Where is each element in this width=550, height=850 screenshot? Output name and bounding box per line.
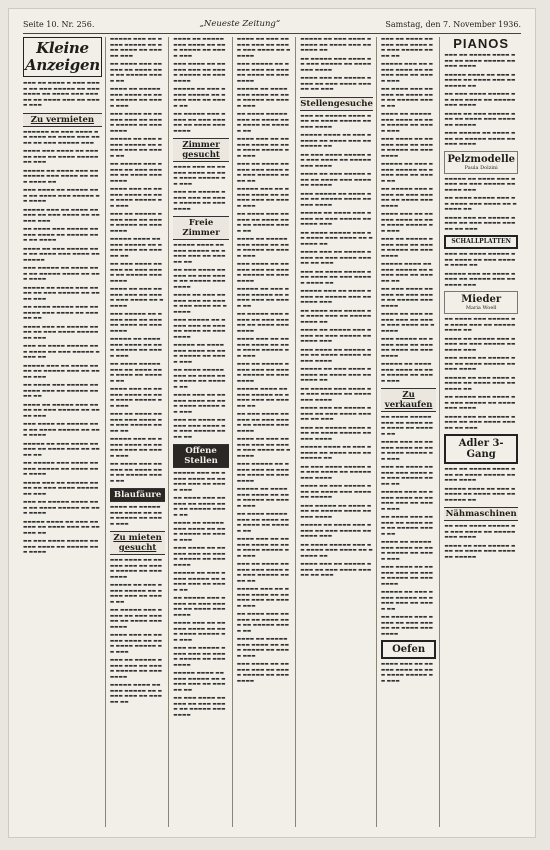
ad-text-block: ▬▬▬▬ ▬▬ ▬▬▬▬▬ ▬▬▬ ▬▬▬▬ ▬▬ ▬▬▬ ▬▬▬▬▬ ▬▬ ▬▬▬▬ ▬▬▬ <box>109 505 162 527</box>
ad-text-block: ▬▬ ▬▬▬▬ ▬▬▬▬▬ ▬▬▬ ▬▬ ▬▬▬▬ ▬▬▬ ▬▬▬▬ ▬▬ ▬▬▬▬▬ ▬▬ ▬▬▬▬ ▬▬▬ ▬▬ ▬▬▬▬▬ ▬▬▬▬ ▬▬ ▬▬▬ ▬▬▬▬ ▬▬▬▬▬ ▬▬ ▬▬▬ ▬▬▬ ▬▬ ▬▬▬▬ ▬▬▬▬▬ ▬▬▬ ▬▬▬▬ ▬▬ ▬▬▬ ▬▬▬▬▬ ▬▬▬▬ ▬▬ ▬▬▬▬▬ ▬▬▬ ▬▬ ▬▬▬▬ ▬▬▬▬ ▬▬ ▬▬▬▬▬ ▬▬▬ ▬▬ ▬▬▬▬ ▬▬▬ ▬▬ ▬▬▬▬ ▬▬▬ ▬▬▬▬▬ ▬▬ ▬▬▬▬ ▬▬▬ ▬▬ ▬▬▬▬▬ ▬▬▬▬ ▬▬ ▬▬▬▬ ▬▬ ▬▬▬▬▬ ▬▬▬ ▬▬▬▬ ▬▬ ▬▬▬ ▬▬▬▬▬ ▬▬ ▬▬▬▬ ▬▬▬ ▬▬▬ ▬▬▬▬ ▬▬ ▬▬▬▬▬ ▬▬▬ ▬▬ ▬▬▬▬ ▬▬▬▬▬ ▬▬ ▬▬▬ ▬▬▬▬ ▬▬▬▬▬ ▬▬ ▬▬▬ ▬▬▬▬ ▬▬▬▬▬ ▬▬ ▬▬▬▬ ▬▬▬ ▬▬ ▬▬▬▬ ▬▬ ▬▬ ▬▬▬▬▬ ▬▬▬ ▬▬▬▬ ▬▬ ▬▬▬ ▬▬▬▬▬ ▬▬ ▬▬▬▬ ▬▬▬ ▬▬▬▬ <box>380 415 433 637</box>
section-heading: Offene Stellen <box>173 444 228 468</box>
ad-text-block: ▬▬ ▬▬▬ ▬▬▬▬ ▬▬▬▬▬ ▬▬ ▬▬▬ ▬▬▬▬ ▬▬ ▬▬▬▬▬ ▬▬▬ ▬▬▬▬ ▬▬▬▬ ▬▬ ▬▬▬ ▬▬▬▬▬ ▬▬▬ ▬▬ ▬▬▬▬ ▬▬▬ ▬▬▬▬ ▬▬ ▬▬▬▬▬ <box>444 524 516 560</box>
ad-mieder-name: Maria Woell <box>465 305 497 311</box>
column-4 <box>237 37 296 827</box>
newspaper-name: „Neueste Zeitung“ <box>199 19 281 29</box>
ad-pianos-title: PIANOS <box>453 36 510 51</box>
section-heading: Zimmer gesucht <box>173 138 228 162</box>
ad-text-block: ▬▬▬ ▬▬ ▬▬▬▬ ▬▬▬▬▬ ▬▬▬ ▬▬▬▬ ▬▬ ▬▬▬ ▬▬▬▬▬ ▬▬▬▬ ▬▬ ▬▬▬▬▬ ▬▬▬ ▬▬ ▬▬▬▬ ▬▬▬▬ ▬▬ ▬▬▬▬▬ ▬▬▬ ▬▬ ▬▬▬▬ ▬▬▬ ▬▬ ▬▬▬▬ ▬▬▬ ▬▬▬▬▬ ▬▬ ▬▬▬▬ ▬▬▬ ▬▬ ▬▬▬▬▬ ▬▬▬▬ ▬▬ ▬▬▬▬ ▬▬ ▬▬▬▬▬ ▬▬▬ ▬▬▬▬ ▬▬ ▬▬▬ ▬▬▬▬▬ ▬▬ ▬▬▬▬ ▬▬▬ ▬▬▬ ▬▬▬▬ ▬▬ ▬▬▬▬▬ ▬▬▬ ▬▬ ▬▬▬▬ ▬▬▬▬▬ ▬▬ ▬▬▬ ▬▬▬▬ ▬▬▬▬▬ ▬▬ ▬▬▬ ▬▬▬▬ ▬▬▬▬▬ ▬▬ ▬▬▬▬ ▬▬▬ ▬▬ ▬▬▬▬ ▬▬ ▬▬ ▬▬▬▬▬ ▬▬▬ ▬▬▬▬ ▬▬ ▬▬▬ ▬▬▬▬▬ ▬▬ ▬▬▬▬ ▬▬▬ ▬▬▬▬ ▬▬▬▬ ▬▬▬ ▬▬ ▬▬▬▬▬ ▬▬▬▬ ▬▬ ▬▬▬ ▬▬▬▬ ▬▬▬▬▬ ▬▬ ▬▬▬ ▬▬▬ ▬▬ ▬▬▬▬▬ ▬▬▬▬ ▬▬▬ ▬▬ ▬▬▬▬ ▬▬▬▬▬ ▬▬ ▬▬▬ ▬▬▬▬ ▬▬▬▬▬ ▬▬▬▬ ▬▬ ▬▬▬ ▬▬▬▬▬ ▬▬ ▬▬▬▬ ▬▬▬ ▬▬ ▬▬▬▬▬ ▬▬ ▬▬ ▬▬▬ ▬▬▬▬ ▬▬▬▬▬ ▬▬ ▬▬▬ ▬▬▬▬ ▬▬ ▬▬▬▬▬ ▬▬▬ ▬▬▬▬ ▬▬▬▬ ▬▬ ▬▬▬ ▬▬▬▬▬ ▬▬▬ ▬▬ ▬▬▬▬ ▬▬▬ ▬▬▬▬ ▬▬ ▬▬▬▬▬ ▬▬▬ ▬▬▬▬▬ ▬▬ ▬▬▬▬ ▬▬▬ ▬▬ ▬▬▬▬▬ ▬▬▬▬ ▬▬ ▬▬▬ ▬▬▬▬ ▬▬▬▬▬ ▬▬ ▬▬▬▬ ▬▬▬ ▬▬▬▬ ▬▬ ▬▬▬ ▬▬▬▬▬ ▬▬ ▬▬▬▬ ▬▬▬ <box>380 37 435 384</box>
ad-text-block: ▬▬ ▬▬▬▬ ▬▬▬ ▬▬▬▬▬ ▬▬ ▬▬▬▬ ▬▬▬ ▬▬ ▬▬▬▬▬ ▬▬▬▬ ▬▬ ▬▬▬▬ ▬▬ ▬▬▬▬▬ ▬▬▬ ▬▬▬▬ ▬▬ ▬▬▬ ▬▬▬▬▬ ▬▬ ▬▬▬▬ ▬▬▬ ▬▬▬ ▬▬▬▬ ▬▬ ▬▬▬▬▬ ▬▬▬ ▬▬ ▬▬▬▬ ▬▬▬▬▬ ▬▬ ▬▬▬ ▬▬▬▬ ▬▬▬▬▬ ▬▬ ▬▬▬ ▬▬▬▬ ▬▬▬▬▬ ▬▬ ▬▬▬▬ ▬▬▬ ▬▬ ▬▬▬▬ ▬▬ ▬▬ ▬▬▬▬▬ ▬▬▬ ▬▬▬▬ ▬▬ ▬▬▬ ▬▬▬▬▬ ▬▬ ▬▬▬▬ ▬▬▬ ▬▬▬▬ ▬▬▬▬ ▬▬▬ ▬▬ ▬▬▬▬▬ ▬▬▬▬ ▬▬ ▬▬▬ ▬▬▬▬ ▬▬▬▬▬ ▬▬ ▬▬▬ <box>444 317 516 431</box>
ad-oefen-title: Oefen <box>392 644 426 655</box>
ad-text-block: ▬▬▬ ▬▬ ▬▬▬▬▬ ▬▬▬▬ ▬▬▬ ▬▬ ▬▬▬▬ ▬▬▬▬▬ ▬▬ ▬▬▬ ▬▬▬▬ ▬▬▬▬▬ ▬▬▬▬ ▬▬ ▬▬▬ ▬▬▬▬▬ ▬▬ ▬▬▬▬ ▬▬▬ ▬▬ ▬▬▬▬▬ ▬▬ ▬▬ ▬▬▬ ▬▬▬▬ ▬▬▬▬▬ ▬▬ ▬▬▬ ▬▬▬▬ ▬▬ ▬▬▬▬▬ ▬▬▬ ▬▬▬▬ ▬▬▬▬ ▬▬ ▬▬▬ ▬▬▬▬▬ ▬▬▬ ▬▬ ▬▬▬▬ ▬▬▬ ▬▬▬▬ ▬▬ ▬▬▬▬▬ ▬▬▬ ▬▬▬▬▬ ▬▬ ▬▬▬▬ ▬▬▬ ▬▬ ▬▬▬▬▬ ▬▬▬▬ ▬▬ ▬▬▬ ▬▬▬▬ ▬▬▬▬▬ ▬▬ ▬▬▬▬ ▬▬▬ ▬▬▬▬ ▬▬ ▬▬▬ ▬▬▬▬▬ ▬▬ ▬▬▬▬ ▬▬▬ ▬▬ ▬▬▬▬ ▬▬▬▬▬ ▬▬▬ ▬▬ ▬▬▬▬ ▬▬▬ ▬▬▬▬ ▬▬ ▬▬▬▬▬ ▬▬ ▬▬▬▬ ▬▬▬ ▬▬ ▬▬▬▬▬ ▬▬▬▬ ▬▬ ▬▬▬ ▬▬▬▬ ▬▬▬▬▬ ▬▬ ▬▬▬ ▬▬▬ ▬▬ ▬▬▬▬ ▬▬▬▬▬ ▬▬▬ ▬▬▬▬ ▬▬ ▬▬▬ ▬▬▬▬▬ ▬▬▬▬ ▬▬ ▬▬▬▬▬ ▬▬▬ ▬▬ ▬▬▬▬ ▬▬▬▬ ▬▬ ▬▬▬▬▬ ▬▬▬ ▬▬ ▬▬▬▬ ▬▬▬ ▬▬ ▬▬▬▬ ▬▬▬ ▬▬▬▬▬ ▬▬ ▬▬▬▬ ▬▬▬ ▬▬ ▬▬▬▬▬ ▬▬▬▬ ▬▬ ▬▬▬▬ ▬▬ ▬▬▬▬▬ ▬▬▬ ▬▬▬▬ ▬▬ ▬▬▬ ▬▬▬▬▬ ▬▬ ▬▬▬▬ ▬▬▬ ▬▬▬ ▬▬▬▬ ▬▬ ▬▬▬▬▬ ▬▬▬ ▬▬ ▬▬▬▬ ▬▬▬▬▬ ▬▬ ▬▬▬ ▬▬▬▬ ▬▬▬▬▬ ▬▬ ▬▬▬ ▬▬▬▬ ▬▬▬▬▬ ▬▬ ▬▬▬▬ ▬▬▬ ▬▬ ▬▬▬▬ ▬▬ ▬▬ ▬▬▬▬▬ ▬▬▬ ▬▬▬▬ ▬▬ ▬▬▬ ▬▬▬▬▬ ▬▬ ▬▬▬▬ ▬▬▬ ▬▬▬▬ ▬▬▬▬ ▬▬▬ ▬▬ ▬▬▬▬▬ ▬▬▬▬ ▬▬ ▬▬▬ ▬▬▬▬ ▬▬▬▬▬ ▬▬ ▬▬▬ ▬▬▬ ▬▬ ▬▬▬▬▬ ▬▬▬▬ ▬▬▬ ▬▬ ▬▬▬▬ ▬▬▬▬▬ ▬▬ ▬▬▬ ▬▬▬▬ ▬▬▬▬▬ ▬▬▬▬ ▬▬ ▬▬▬ ▬▬▬▬▬ ▬▬ ▬▬▬▬ ▬▬▬ ▬▬ ▬▬▬▬▬ ▬▬ ▬▬ ▬▬▬ ▬▬▬▬ ▬▬▬▬▬ ▬▬ ▬▬▬ ▬▬▬▬ ▬▬ ▬▬▬▬▬ ▬▬▬ ▬▬▬▬ ▬▬▬▬ ▬▬ ▬▬▬ ▬▬▬▬▬ ▬▬▬ ▬▬ ▬▬▬▬ ▬▬▬ ▬▬▬▬ ▬▬ ▬▬▬▬▬ ▬▬▬ ▬▬▬▬▬ ▬▬ ▬▬▬▬ ▬▬▬ ▬▬ ▬▬▬▬▬ ▬▬▬▬ ▬▬ ▬▬▬ ▬▬▬▬ ▬▬▬▬▬ ▬▬ ▬▬▬▬ ▬▬▬ ▬▬▬▬ ▬▬ ▬▬▬ ▬▬▬▬▬ ▬▬ ▬▬▬▬ ▬▬▬ ▬▬ ▬▬▬▬ ▬▬▬▬▬ ▬▬▬ ▬▬ ▬▬▬▬ ▬▬▬ ▬▬▬▬ ▬▬ ▬▬▬▬▬ ▬▬ ▬▬▬▬ ▬▬▬ ▬▬ ▬▬▬▬▬ ▬▬▬▬ ▬▬ ▬▬▬ ▬▬▬▬ ▬▬▬▬▬ ▬▬ ▬▬▬ <box>300 113 373 578</box>
section-heading: Zu verkaufen <box>381 388 436 412</box>
ad-text-block: ▬▬▬ ▬▬ ▬▬▬▬ ▬ ▬▬▬ ▬▬▬▬ ▬▬ ▬▬▬ ▬▬▬▬▬ ▬▬ ▬▬▬ ▬▬▬▬ ▬▬ ▬▬▬▬ ▬▬▬ ▬▬▬▬▬ ▬▬ ▬▬▬▬ ▬▬▬ ▬▬ ▬▬▬▬ ▬▬▬ <box>23 81 100 108</box>
section-heading: Zu mieten gesucht <box>110 531 165 555</box>
page-number: Seite 10. Nr. 256. <box>23 19 95 29</box>
column-5 <box>300 37 377 827</box>
ad-adler-title: Adler 3-Gang <box>458 438 504 460</box>
ad-text-block: ▬▬▬▬▬▬ ▬▬ ▬▬▬ ▬▬▬▬ ▬▬ ▬▬▬▬ ▬▬ ▬▬▬▬ ▬▬▬ ▬▬▬▬ ▬▬ ▬▬▬ ▬▬▬▬▬ ▬▬▬ ▬▬▬▬ ▬▬▬ ▬▬▬▬ ▬▬ ▬▬▬▬▬ ▬▬▬ ▬▬ ▬▬▬▬ ▬▬▬▬▬ ▬▬ ▬▬▬ ▬▬▬▬▬ ▬▬ ▬▬▬▬ ▬▬▬ ▬▬ ▬▬▬▬▬ ▬▬▬ ▬▬▬▬ ▬▬ ▬▬▬ ▬▬▬▬ ▬▬ ▬▬▬ ▬▬▬▬ ▬▬ ▬▬▬▬▬ ▬▬▬ ▬▬ ▬▬▬▬ ▬▬▬ ▬▬▬▬▬ ▬▬ ▬▬▬▬ ▬▬▬▬▬ ▬▬▬ ▬▬ ▬▬▬▬ ▬▬▬▬▬ ▬▬ ▬▬▬ ▬▬▬▬ ▬▬ ▬▬▬▬▬ ▬▬▬ ▬▬ ▬▬▬▬ ▬▬▬ ▬▬▬▬▬ ▬▬ ▬▬▬ ▬▬▬▬ ▬▬ ▬▬▬▬▬ ▬▬▬ ▬▬ ▬▬▬▬ ▬▬▬▬ ▬▬ ▬▬▬ ▬▬▬▬▬ ▬▬▬ ▬▬ ▬▬▬▬ ▬▬▬ ▬▬▬▬ ▬▬ ▬▬▬▬▬ ▬▬▬ ▬▬▬▬▬ ▬▬ ▬▬▬▬ ▬▬▬ ▬▬ ▬▬▬▬▬ ▬▬▬▬ ▬▬ ▬▬▬ ▬▬▬▬ ▬▬▬▬▬ ▬▬ ▬▬▬▬ ▬▬▬ ▬▬▬▬ ▬▬ ▬▬▬ ▬▬▬▬▬ ▬▬ ▬▬▬▬ ▬▬▬ ▬▬ ▬▬▬▬ ▬▬▬▬▬ ▬▬▬ ▬▬ ▬▬▬▬ ▬▬▬ ▬▬▬▬ ▬▬ ▬▬▬▬▬ ▬▬ ▬▬▬▬ ▬▬▬ ▬▬ ▬▬▬▬▬ ▬▬▬▬ ▬▬ ▬▬▬ ▬▬▬▬ ▬▬▬▬▬ ▬▬ ▬▬▬ ▬▬▬ ▬▬ ▬▬▬▬ ▬▬▬▬▬ ▬▬▬ ▬▬▬▬ ▬▬ ▬▬▬ ▬▬▬▬▬ ▬▬▬▬ ▬▬ ▬▬▬▬▬ ▬▬▬ ▬▬ ▬▬▬▬ ▬▬▬▬ ▬▬ ▬▬▬▬▬ ▬▬▬ ▬▬ ▬▬▬▬ ▬▬▬ ▬▬ ▬▬▬▬ ▬▬▬ ▬▬▬▬▬ ▬▬ ▬▬▬▬ ▬▬▬ ▬▬ ▬▬▬▬▬ ▬▬▬▬ ▬▬ ▬▬▬▬ ▬▬ ▬▬▬▬▬ ▬▬▬ ▬▬▬▬ ▬▬ ▬▬▬ ▬▬▬▬▬ ▬▬ ▬▬▬▬ ▬▬▬ ▬▬▬ ▬▬▬▬ ▬▬ ▬▬▬▬▬ ▬▬▬ ▬▬ ▬▬▬▬ ▬▬▬▬▬ ▬▬ ▬▬▬ ▬▬▬▬ ▬▬▬▬▬ ▬▬ ▬▬▬ ▬▬▬▬ ▬▬▬▬▬ ▬▬ ▬▬▬▬ ▬▬▬ ▬▬ ▬▬▬▬ ▬▬ ▬▬ ▬▬▬▬▬ ▬▬▬ ▬▬▬▬ ▬▬ ▬▬▬ ▬▬▬▬▬ ▬▬ ▬▬▬▬ ▬▬▬ ▬▬▬▬ ▬▬▬▬ ▬▬▬ ▬▬ ▬▬▬▬▬ ▬▬▬▬ ▬▬ ▬▬▬ ▬▬▬▬ ▬▬▬▬▬ ▬▬ ▬▬▬ ▬▬▬ ▬▬ ▬▬▬▬▬ ▬▬▬▬ ▬▬▬ ▬▬ ▬▬▬▬ ▬▬▬▬▬ ▬▬ ▬▬▬ ▬▬▬▬ ▬▬▬▬▬ ▬▬▬▬ ▬▬ ▬▬▬ ▬▬▬▬▬ ▬▬ ▬▬▬▬ ▬▬▬ ▬▬ ▬▬▬▬▬ ▬▬ ▬▬ ▬▬▬ ▬▬▬▬ ▬▬▬▬▬ ▬▬ ▬▬▬ ▬▬▬▬ ▬▬ ▬▬▬▬▬ ▬▬▬ ▬▬▬▬ <box>23 129 100 555</box>
column-2 <box>110 37 169 827</box>
section-heading: Blaufäure <box>110 488 165 502</box>
column-3 <box>173 37 232 827</box>
ad-text-block: ▬▬▬ ▬▬▬▬ ▬▬ ▬▬▬▬▬ ▬▬▬ ▬▬ ▬▬▬▬ ▬▬▬▬▬ ▬▬ ▬▬▬ ▬▬▬▬ ▬▬▬▬▬ ▬▬ ▬▬▬ ▬▬▬▬ ▬▬▬▬▬ ▬▬ ▬▬▬▬ ▬▬▬ ▬▬ ▬▬▬▬ ▬▬ ▬▬ ▬▬▬▬▬ ▬▬▬ ▬▬▬▬ ▬▬ ▬▬▬ ▬▬▬▬▬ ▬▬ ▬▬▬▬ ▬▬▬ ▬▬▬▬ ▬▬▬▬ ▬▬▬ ▬▬ ▬▬▬▬▬ ▬▬▬▬ ▬▬ ▬▬▬ ▬▬▬▬ ▬▬▬▬▬ ▬▬ ▬▬▬ ▬▬▬ ▬▬ ▬▬▬▬▬ ▬▬▬▬ ▬▬▬ ▬▬ ▬▬▬▬ ▬▬▬▬▬ ▬▬ ▬▬▬ ▬▬▬▬ ▬▬▬▬▬ ▬▬▬▬ ▬▬ ▬▬▬ ▬▬▬▬▬ ▬▬ ▬▬▬▬ ▬▬▬ ▬▬ ▬▬▬▬▬ ▬▬ <box>109 558 162 705</box>
column-7 <box>444 37 521 827</box>
ad-text-block: ▬▬▬▬▬ ▬▬▬ ▬▬ ▬▬▬▬ ▬▬▬▬▬ ▬▬ ▬▬▬ ▬▬▬▬ ▬▬ ▬▬▬▬▬ ▬▬▬ ▬▬ ▬▬▬▬ ▬▬▬ ▬▬▬▬▬ ▬▬ ▬▬▬▬ ▬▬▬ ▬▬ ▬▬▬▬▬ ▬▬▬▬ ▬▬ ▬▬▬▬ ▬▬ ▬▬▬▬▬ ▬▬▬ ▬▬▬▬ ▬▬ ▬▬▬ ▬▬▬▬▬ ▬▬ ▬▬▬▬ ▬▬▬ ▬▬▬ ▬▬▬▬ ▬▬ ▬▬▬▬▬ ▬▬▬ ▬▬ ▬▬▬▬ ▬▬▬▬▬ ▬▬ ▬▬▬ ▬▬▬▬ ▬▬▬▬▬ ▬▬ ▬▬▬ ▬▬▬▬ ▬▬▬▬▬ ▬▬ ▬▬▬▬ ▬▬▬ ▬▬ ▬▬▬▬ ▬▬ ▬▬ ▬▬▬▬▬ ▬▬▬ ▬▬▬▬ ▬▬ ▬▬▬ ▬▬▬▬▬ ▬▬ ▬▬▬▬ ▬▬▬ ▬▬▬▬ ▬▬▬▬ ▬▬▬ ▬▬ ▬▬▬▬▬ ▬▬▬▬ ▬▬ ▬▬▬ ▬▬▬▬ ▬▬▬▬▬ ▬▬ ▬▬▬ ▬▬▬ ▬▬ ▬▬▬▬▬ ▬▬▬▬ ▬▬▬ ▬▬ ▬▬▬▬ ▬▬▬▬▬ ▬▬ ▬▬▬ ▬▬▬▬ ▬▬▬▬▬ ▬▬▬▬ ▬▬ ▬▬▬ ▬▬▬▬▬ ▬▬ ▬▬▬▬ ▬▬▬ ▬▬ ▬▬▬▬▬ ▬▬ ▬▬ ▬▬▬ ▬▬▬▬ ▬▬▬▬▬ ▬▬ ▬▬▬ ▬▬▬▬ ▬▬ ▬▬▬▬▬ ▬▬▬ ▬▬▬▬ ▬▬▬▬ ▬▬ ▬▬▬ ▬▬▬▬▬ ▬▬▬ ▬▬ ▬▬▬▬ ▬▬▬ ▬▬▬▬ ▬▬ ▬▬▬▬▬ ▬▬▬ ▬▬▬▬▬ ▬▬ ▬▬▬▬ ▬▬▬ ▬▬ ▬▬▬▬▬ ▬▬▬▬ ▬▬ ▬▬▬ ▬▬▬▬ ▬▬▬▬▬ ▬▬ ▬▬▬▬ ▬▬▬ ▬▬▬▬ ▬▬ ▬▬▬ ▬▬▬▬▬ ▬▬ ▬▬▬▬ ▬▬▬ ▬▬ ▬▬▬▬ ▬▬▬▬▬ ▬▬▬ ▬▬ ▬▬▬▬ ▬▬▬ ▬▬▬▬ ▬▬ ▬▬▬▬▬ ▬▬ ▬▬▬▬ ▬▬▬ ▬▬ ▬▬▬▬▬ ▬▬▬▬ ▬▬ ▬▬▬ ▬▬▬▬ ▬▬▬▬▬ ▬▬ ▬▬▬ ▬▬▬ ▬▬ ▬▬▬▬ ▬▬▬▬▬ ▬▬▬ ▬▬▬▬ ▬▬ ▬▬▬ ▬▬▬▬▬ ▬▬▬▬ ▬▬ ▬▬▬▬▬ ▬▬▬ ▬▬ ▬▬▬▬ ▬▬▬▬ ▬▬ ▬▬▬▬▬ ▬▬▬ ▬▬ ▬▬▬▬ ▬▬▬ ▬▬ ▬▬▬▬ ▬▬▬ ▬▬▬▬▬ ▬▬ ▬▬▬▬ ▬▬▬ ▬▬ ▬▬▬▬▬ ▬▬▬▬ ▬▬ <box>109 37 164 484</box>
page-date: Samstag, den 7. November 1936. <box>385 19 521 29</box>
ad-schallplatten-title: SCHALLPLATTEN <box>451 238 512 245</box>
ad-pelzmodelle-name: Paula Dolzini <box>464 164 498 171</box>
ad-text-block: ▬▬▬▬▬ ▬▬▬ ▬▬ ▬▬▬▬ ▬▬▬▬ ▬▬ ▬▬▬▬▬ ▬▬▬ ▬▬ ▬▬▬▬ ▬▬▬ ▬▬ ▬▬▬▬ ▬▬▬ ▬▬▬▬▬ ▬▬ ▬▬▬▬ ▬▬▬ ▬▬ ▬▬▬▬▬ ▬▬▬▬ ▬▬ ▬▬▬▬ ▬▬ ▬▬▬▬▬ ▬▬▬ ▬▬▬▬ ▬▬ ▬▬▬ ▬▬▬▬▬ ▬▬ ▬▬▬▬ ▬▬▬ ▬▬▬ ▬▬▬▬ ▬▬ ▬▬▬▬▬ ▬▬▬ ▬▬ ▬▬▬▬ ▬▬▬▬▬ ▬▬ ▬▬▬ ▬▬▬▬ ▬▬▬▬▬ ▬▬ ▬▬▬ ▬▬▬▬ ▬▬▬▬▬ ▬▬ ▬▬▬▬ ▬▬▬ ▬▬ ▬▬▬▬ ▬▬ ▬▬ ▬▬▬▬▬ ▬▬▬ ▬▬▬▬ ▬▬ ▬▬▬ ▬▬▬▬▬ ▬▬ ▬▬▬▬ ▬▬▬ ▬▬▬▬ ▬▬▬▬ ▬▬▬ ▬▬ ▬▬▬▬▬ ▬▬▬▬ ▬▬ ▬▬▬ ▬▬▬▬ ▬▬▬▬▬ ▬▬ ▬▬▬ ▬▬▬ ▬▬ ▬▬▬▬▬ ▬▬▬▬ ▬▬▬ ▬▬ ▬▬▬▬ ▬▬▬▬▬ ▬▬ ▬▬▬ ▬▬▬▬ ▬▬▬▬▬ ▬▬▬▬ ▬▬ ▬▬▬ ▬▬▬▬▬ ▬▬ ▬▬▬▬ ▬▬▬ ▬▬ ▬▬▬▬▬ ▬▬ ▬▬ ▬▬▬ ▬▬▬▬ ▬▬▬▬▬ ▬▬ ▬▬▬ ▬▬▬▬ ▬▬ ▬▬▬▬▬ ▬▬▬ ▬▬▬▬ <box>173 471 226 718</box>
ad-schallplatten <box>444 235 518 249</box>
ad-oefen <box>381 640 436 659</box>
ad-text-block: ▬▬▬ ▬▬ ▬▬▬▬ ▬▬▬▬▬ ▬▬▬ ▬▬▬▬ ▬▬ ▬▬▬ ▬▬▬▬▬ ▬▬▬▬ ▬▬ ▬▬▬▬▬ ▬▬▬ ▬▬ ▬▬▬▬ ▬▬▬▬ ▬▬ ▬▬▬▬▬ ▬▬▬ ▬▬ ▬▬▬▬ ▬▬▬ <box>444 252 516 288</box>
kleine-anzeigen-title: Kleine Anzeigen <box>25 39 100 74</box>
kleine-anzeigen-banner <box>23 37 102 77</box>
column-6 <box>381 37 440 827</box>
ad-mieder <box>444 291 518 314</box>
section-heading: Stellengesuche <box>300 98 373 109</box>
page-header <box>23 17 521 31</box>
ad-mieder-title: Mieder <box>461 294 502 305</box>
ad-pelzmodelle <box>444 151 518 174</box>
ad-text-block: ▬▬▬▬ ▬▬ ▬▬▬▬▬ ▬▬▬ ▬▬▬▬ ▬▬ ▬▬▬ ▬▬▬▬▬ ▬▬ ▬▬▬▬ ▬▬▬ ▬▬▬ ▬▬▬▬ ▬▬ ▬▬▬▬▬ ▬▬▬ ▬▬ ▬▬▬▬ ▬▬▬▬▬ ▬▬ ▬▬▬ ▬▬▬▬ ▬▬▬▬▬ ▬▬ ▬▬▬ ▬▬▬▬ ▬▬▬▬▬ ▬▬ ▬▬▬▬ ▬▬▬ ▬▬ ▬▬▬▬ ▬▬ ▬▬ ▬▬▬▬▬ ▬▬▬ ▬▬▬▬ ▬▬ ▬▬▬ ▬▬▬▬▬ ▬▬ ▬▬▬▬ ▬▬▬ ▬▬▬▬ <box>173 37 226 134</box>
section-heading: Nähmaschinen <box>445 509 517 519</box>
ad-pelzmodelle-title: Pelzmodelle <box>447 153 515 165</box>
ad-text-block: ▬▬▬▬ ▬▬ ▬▬▬ ▬▬▬▬▬ ▬▬▬ ▬▬ ▬▬▬▬ ▬▬▬ ▬▬▬▬ ▬▬ ▬▬▬▬▬ ▬▬▬ ▬▬▬▬▬ ▬▬ ▬▬▬▬ ▬▬▬ ▬▬ ▬▬▬▬▬ ▬▬▬▬ ▬▬ ▬▬▬ ▬▬▬▬ ▬▬▬▬▬ ▬▬ ▬▬▬▬ ▬▬▬ ▬▬▬▬ ▬▬ ▬▬▬ ▬▬▬▬▬ ▬▬ ▬▬▬▬ ▬▬▬ ▬▬ ▬▬▬▬ ▬▬▬▬▬ ▬▬▬ ▬▬ ▬▬▬▬ ▬▬▬ ▬▬▬▬ ▬▬ ▬▬▬▬▬ ▬▬ ▬▬▬▬ ▬▬▬ ▬▬ ▬▬▬▬▬ ▬▬▬▬ ▬▬ ▬▬▬ ▬▬▬▬ ▬▬▬▬▬ ▬▬ ▬▬▬ ▬▬▬ ▬▬ ▬▬▬▬ ▬▬▬▬▬ ▬▬▬ ▬▬▬▬ ▬▬ ▬▬▬ ▬▬▬▬▬ ▬▬▬▬ ▬▬ ▬▬▬▬▬ ▬▬▬ ▬▬ ▬▬▬▬ ▬▬▬▬ ▬▬ ▬▬▬▬▬ ▬▬▬ ▬▬ ▬▬▬▬ ▬▬▬ ▬▬ ▬▬▬▬ ▬▬▬ ▬▬▬▬▬ ▬▬ ▬▬▬▬ ▬▬▬ ▬▬ ▬▬▬▬▬ ▬▬▬▬ ▬▬ ▬▬▬▬ ▬▬ ▬▬▬▬▬ ▬▬▬ ▬▬▬▬ ▬▬ ▬▬▬ ▬▬▬▬▬ ▬▬ ▬▬▬▬ ▬▬▬ ▬▬▬ ▬▬▬▬ ▬▬ ▬▬▬▬▬ ▬▬▬ ▬▬ ▬▬▬▬ ▬▬▬▬▬ ▬▬ ▬▬▬ ▬▬▬▬ ▬▬▬▬▬ ▬▬ ▬▬▬ ▬▬▬▬ ▬▬▬▬▬ ▬▬ ▬▬▬▬ ▬▬▬ ▬▬ ▬▬▬▬ ▬▬ ▬▬ ▬▬▬▬▬ ▬▬▬ ▬▬▬▬ ▬▬ ▬▬▬ ▬▬▬▬▬ ▬▬ ▬▬▬▬ ▬▬▬ ▬▬▬▬ ▬▬▬▬ ▬▬▬ ▬▬ ▬▬▬▬▬ ▬▬▬▬ ▬▬ ▬▬▬ ▬▬▬▬ ▬▬▬▬▬ ▬▬ ▬▬▬ ▬▬▬ ▬▬ ▬▬▬▬▬ ▬▬▬▬ ▬▬▬ ▬▬ ▬▬▬▬ ▬▬▬▬▬ ▬▬ ▬▬▬ ▬▬▬▬ ▬▬▬▬▬ ▬▬▬▬ ▬▬ ▬▬▬ ▬▬▬▬▬ ▬▬ ▬▬▬▬ ▬▬▬ ▬▬ ▬▬▬▬▬ ▬▬ ▬▬ ▬▬▬ ▬▬▬▬ ▬▬▬▬▬ ▬▬ ▬▬▬ ▬▬▬▬ ▬▬ ▬▬▬▬▬ ▬▬▬ ▬▬▬▬ ▬▬▬▬ ▬▬ ▬▬▬ ▬▬▬▬▬ ▬▬▬ ▬▬ ▬▬▬▬ ▬▬▬ ▬▬▬▬ ▬▬ ▬▬▬▬▬ ▬▬▬ ▬▬▬▬▬ ▬▬ ▬▬▬▬ ▬▬▬ ▬▬ ▬▬▬▬▬ ▬▬▬▬ ▬▬ ▬▬▬ ▬▬▬▬ ▬▬▬▬▬ ▬▬ ▬▬▬▬ ▬▬▬ ▬▬▬▬ ▬▬ ▬▬▬ ▬▬▬▬▬ ▬▬ ▬▬▬▬ ▬▬▬ ▬▬ ▬▬▬▬ ▬▬▬▬▬ ▬▬▬ ▬▬ ▬▬▬▬ ▬▬▬ ▬▬▬▬ ▬▬ ▬▬▬▬▬ ▬▬ ▬▬▬▬ ▬▬▬ ▬▬ ▬▬▬▬▬ ▬▬▬▬ ▬▬ ▬▬▬ ▬▬▬▬ ▬▬▬▬▬ ▬▬ ▬▬▬ ▬▬▬ ▬▬ ▬▬▬▬ ▬▬▬▬▬ ▬▬▬ ▬▬▬▬ ▬▬ ▬▬▬ ▬▬▬▬▬ ▬▬▬▬ ▬▬ ▬▬▬▬▬ ▬▬▬ ▬▬ ▬▬▬▬ ▬▬▬▬ ▬▬ ▬▬▬▬▬ ▬▬▬ ▬▬ ▬▬▬▬ ▬▬▬ ▬▬ ▬▬▬▬ ▬▬▬ ▬▬▬▬▬ ▬▬ ▬▬▬▬ ▬▬▬ ▬▬ ▬▬▬▬▬ ▬▬▬▬ ▬▬ ▬▬▬▬ ▬▬ ▬▬▬▬▬ ▬▬▬ ▬▬▬▬ ▬▬ ▬▬▬ ▬▬▬▬▬ ▬▬ ▬▬▬▬ ▬▬▬ ▬▬▬ ▬▬▬▬ ▬▬ ▬▬▬▬▬ ▬▬▬ ▬▬ ▬▬▬▬ ▬▬▬▬▬ ▬▬ ▬▬▬ ▬▬▬▬ <box>236 37 291 684</box>
ad-text-block: ▬▬▬▬ ▬▬▬ ▬▬ ▬▬▬▬▬ ▬▬▬▬ ▬▬ ▬▬▬ ▬▬▬▬ ▬▬▬▬▬ ▬▬ ▬▬▬ <box>380 662 433 684</box>
ad-columns <box>23 37 521 827</box>
section-heading: Zu vermieten <box>23 113 102 127</box>
column-1 <box>23 37 106 827</box>
ad-text-block: ▬▬▬▬▬ ▬▬▬▬ ▬▬ ▬▬▬ ▬▬▬▬▬ ▬▬ ▬▬▬▬ ▬▬▬ ▬▬ ▬▬▬▬▬ ▬▬ ▬▬ ▬▬▬ ▬▬▬▬ ▬▬▬▬▬ ▬▬ ▬▬▬ ▬▬▬▬ ▬▬ ▬▬▬▬▬ ▬▬▬ ▬▬▬▬ ▬▬▬▬ ▬▬ ▬▬▬ ▬▬▬▬▬ ▬▬▬ ▬▬ ▬▬▬▬ ▬▬▬ ▬▬▬▬ ▬▬ ▬▬▬▬▬ ▬▬▬ ▬▬▬▬▬ ▬▬ ▬▬▬▬ ▬▬▬ ▬▬ ▬▬▬▬▬ ▬▬▬▬ ▬▬ ▬▬▬ ▬▬▬▬ ▬▬▬▬▬ ▬▬ ▬▬▬▬ ▬▬▬ ▬▬▬▬ ▬▬ ▬▬▬ ▬▬▬▬▬ ▬▬ ▬▬▬▬ ▬▬▬ ▬▬ ▬▬▬▬ ▬▬▬▬▬ ▬▬▬ ▬▬ ▬▬▬▬ ▬▬▬ ▬▬▬▬ ▬▬ ▬▬▬▬▬ ▬▬ ▬▬▬▬ ▬▬▬ ▬▬ ▬▬▬▬▬ ▬▬▬▬ ▬▬ ▬▬▬ ▬▬▬▬ ▬▬▬▬▬ ▬▬ ▬▬▬ ▬▬▬ ▬▬ ▬▬▬▬ ▬▬▬▬▬ ▬▬▬ ▬▬▬▬ ▬▬ ▬▬▬ ▬▬▬▬▬ ▬▬▬▬ ▬▬ <box>173 243 227 440</box>
ad-text-block: ▬▬▬ ▬▬ ▬▬▬▬▬ ▬▬▬▬ ▬▬▬ ▬▬ ▬▬▬▬ ▬▬▬▬▬ ▬▬ ▬▬▬ ▬▬▬▬ ▬▬▬▬▬ ▬▬▬▬ ▬▬ ▬▬▬ ▬▬▬▬▬ ▬▬ ▬▬▬▬ ▬▬▬ ▬▬ ▬▬▬▬▬ ▬▬ ▬▬ ▬▬▬ ▬▬▬▬ ▬▬▬▬▬ ▬▬ ▬▬▬ ▬▬▬▬ ▬▬ ▬▬▬▬▬ ▬▬▬ ▬▬▬▬ ▬▬▬▬ ▬▬ ▬▬▬ ▬▬▬▬▬ ▬▬▬ ▬▬ ▬▬▬▬ ▬▬▬ ▬▬▬▬ ▬▬ ▬▬▬▬▬ ▬▬▬ ▬▬▬▬▬ ▬▬ ▬▬▬▬ ▬▬▬ ▬▬ ▬▬▬▬▬ ▬▬▬▬ ▬▬ ▬▬▬ ▬▬▬▬ <box>444 53 516 147</box>
section-heading: Freie Zimmer <box>173 216 228 240</box>
ad-text-block: ▬▬▬ ▬▬ ▬▬▬▬▬ ▬▬▬▬ ▬▬▬ ▬▬ ▬▬▬▬ ▬▬▬▬▬ ▬▬ ▬▬▬ ▬▬▬▬ ▬▬▬▬▬ ▬▬▬▬ ▬▬ ▬▬▬ ▬▬▬▬▬ ▬▬ ▬▬▬▬ ▬▬▬ ▬▬ ▬▬▬▬▬ ▬▬ <box>444 467 516 503</box>
ad-adler <box>444 434 518 464</box>
ad-text-block: ▬▬▬▬▬ ▬▬ ▬▬▬ ▬▬▬▬ ▬▬▬▬▬ ▬▬ ▬▬▬▬ ▬▬▬ ▬▬ ▬▬▬▬ ▬▬ ▬▬ ▬▬▬▬▬ ▬▬▬ ▬▬▬▬ ▬▬ ▬▬▬ ▬▬▬▬▬ ▬▬ ▬▬▬▬ ▬▬▬ ▬▬▬▬ ▬▬▬▬ ▬▬▬ ▬▬ ▬▬▬▬▬ ▬▬▬▬ ▬▬ ▬▬▬ ▬▬▬▬ ▬▬▬▬▬ ▬▬ ▬▬▬ <box>300 37 372 92</box>
ad-text-block: ▬▬▬▬▬ ▬▬ ▬▬▬▬ ▬▬▬ ▬▬▬▬ ▬▬ ▬▬▬ ▬▬▬▬▬ ▬▬ ▬▬▬▬ ▬▬▬ ▬▬ ▬▬▬▬ ▬▬▬▬▬ ▬▬▬ ▬▬ ▬▬▬▬ ▬▬▬ ▬▬▬▬ ▬▬ ▬▬▬▬▬ ▬▬ ▬▬▬▬ ▬▬▬ ▬▬ ▬▬▬▬▬ ▬▬▬▬ ▬▬ ▬▬▬ ▬▬▬▬ ▬▬▬▬▬ ▬▬ ▬▬▬ <box>444 176 517 232</box>
ad-text-block: ▬▬▬▬ ▬▬▬ ▬▬ ▬▬▬▬▬ ▬▬▬▬ ▬▬ ▬▬▬ ▬▬▬▬ ▬▬▬▬▬ ▬▬ ▬▬▬ ▬▬▬ ▬▬ ▬▬▬▬▬ ▬▬▬▬ ▬▬▬ ▬▬ ▬▬▬▬ ▬▬▬▬▬ ▬▬ ▬▬▬ ▬▬▬▬ <box>173 165 226 212</box>
newspaper-page <box>8 8 536 838</box>
header-rule <box>23 33 521 34</box>
